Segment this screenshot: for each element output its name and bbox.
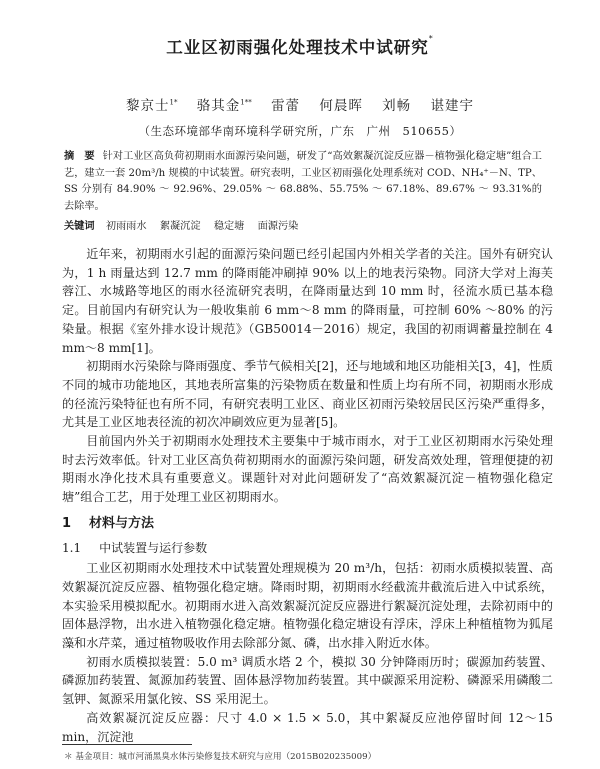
title-footnote-mark: * [428,34,434,43]
keywords-label: 关键词 [64,221,95,232]
title-text: 工业区初雨强化处理技术中试研究 [166,38,429,57]
affiliation: （生态环境部华南环境科学研究所，广东 广州 510655） [138,124,462,138]
subsection-heading: 1.1 中试装置与运行参数 [62,540,208,555]
keywords [64,217,542,232]
paragraph: 初雨水质模拟装置：5.0 m³ 调质水塔 2 个，模拟 30 分钟降雨历时；碳源加药装置、磷源加药装置、氮源加药装置、固体悬浮物加药装置。其中碳源采用淀粉、磷源采用磷酸二氢钾、氮源采用氯化铵、SS 采用泥土。 [62,654,553,707]
author: 何晨晖 [319,98,363,114]
keyword: 初雨雨水 [105,221,147,232]
author: 雷蕾 [271,98,301,114]
footnote-divider [62,744,192,745]
paragraph: 近年来，初期雨水引起的面源污染问题已经引起国内外相关学者的关注。国外有研究认为，1 h 雨量达到 12.7 mm 的降雨能冲刷掉 90% 以上的地表污染物。同济大学对上海芙蓉江、水城路等地区的雨水径流研究表明，在降雨量达到 10 mm 时，径流水质已基本稳定。目前国内有研究认为一般收集前 6 mm～8 mm 的降雨量，可控制 60% ～80% 的污染量。根据《室外排水设计规范》（GB50014－2016）规定，我国的初雨调蓄量控制在 4 mm～8 mm[1]。 [62,247,553,355]
abstract [64,149,542,215]
section-heading: 1 材料与方法 [62,515,155,531]
paragraph: 初期雨水污染除与降雨强度、季节气候相关[2]，还与地域和地区功能相关[3，4]，性质不同的城市功能地区，其地表所富集的污染物质在数量和性质上均有所不同，初期雨水形成的径流污染特征也有所不同，有研究表明工业区、商业区初雨污染较居民区污染严重得多，尤其是工业区地表径流的初次冲刷效应更为显著[5]。 [62,359,553,430]
author: 刘畅 [382,98,412,114]
keyword: 稳定塘 [213,221,245,232]
abstract-label: 摘 要 [64,151,95,162]
author-list [0,94,600,114]
keyword: 絮凝沉淀 [159,221,201,232]
paragraph: 目前国内外关于初期雨水处理技术主要集中于城市雨水，对于工业区初期雨水污染处理时去污效率低。针对工业区高负荷初期雨水的面源污染问题，研发高效处理，管理便捷的初期雨水净化技术具有重要意义。课题针对对此问题研发了“高效絮凝沉淀－植物强化稳定塘”组合工艺，用于处理工业区初期雨水。 [62,434,553,505]
author: 骆其金$^{1**}$ [196,98,252,114]
paper-title [0,34,600,58]
keyword: 面源污染 [257,221,299,232]
paragraph: 高效絮凝沉淀反应器：尺寸 4.0 × 1.5 × 5.0，其中絮凝反应池停留时间 12～15 min，沉淀池 [62,710,553,744]
footnote: ＊ 基金项目：城市河涌黑臭水体污染修复技术研究与应用（2015B020235009） [64,752,377,762]
author: 谌建宇 [430,98,474,114]
body-text [62,245,553,746]
author: 黎京士$^{1*}$ [126,98,178,114]
abstract-text: 针对工业区高负荷初期雨水面源污染问题，研发了“高效絮凝沉淀反应器－植物强化稳定塘”组合工艺，建立一套 20m³/h 规模的中试装置。研究表明，工业区初雨强化处理系统对 COD、NH₄⁺－N、TP、SS 分别有 84.90% ～ 92.96%、29.05% ～ 68.88%、55.75% ～ 67.18%、89.67% ～ 93.31%的去除率。 [64,151,542,212]
paragraph: 工业区初期雨水处理技术中试装置处理规模为 20 m³/h，包括：初雨水质模拟装置、高效絮凝沉淀反应器、植物强化稳定塘。降雨时期，初期雨水经截流井截流后进入中试系统，本实验采用模拟配水。初期雨水进入高效絮凝沉淀反应器进行絮凝沉淀处理，去除初雨中的固体悬浮物，出水进入植物强化稳定塘。植物强化稳定塘设有浮床，浮床上种植植物为狐尾藻和水芹菜，通过植物吸收作用去除部分氮、磷，出水排入附近水体。 [62,561,553,651]
